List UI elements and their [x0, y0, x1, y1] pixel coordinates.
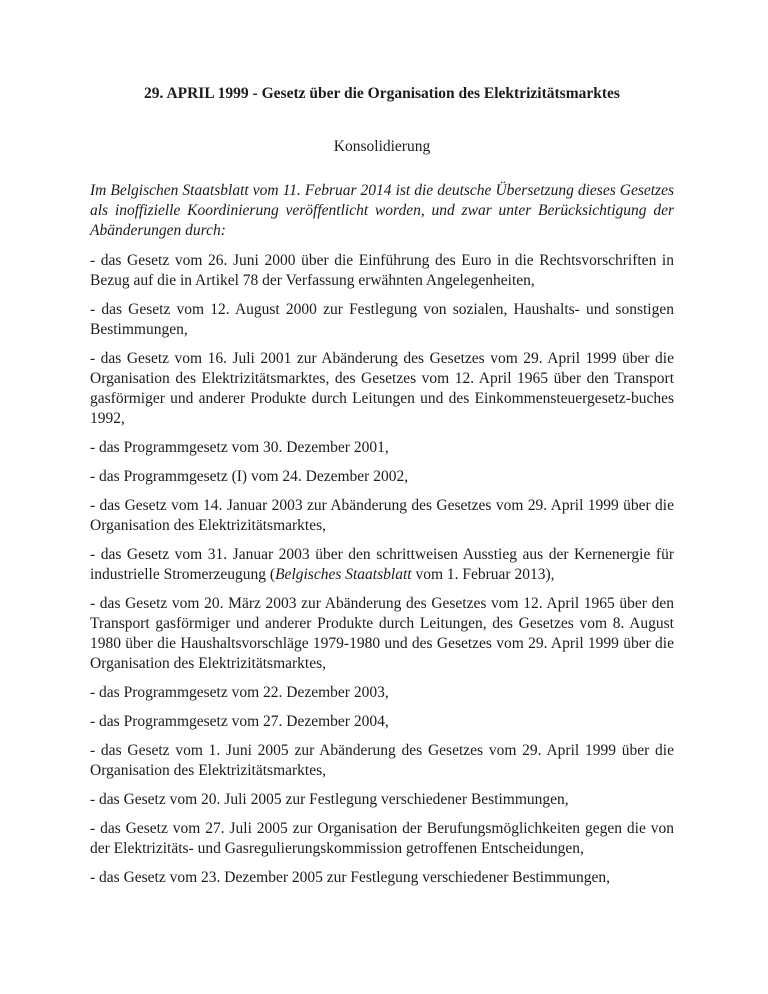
text-run: - das Programmgesetz vom 30. Dezember 2001, — [90, 439, 389, 456]
text-run: - das Gesetz vom 31. Januar 2003 über den schrittweisen Ausstieg aus der Kernenergie für industrielle Stromerzeugung ( — [90, 546, 674, 583]
amendment-paragraph — [90, 712, 674, 732]
text-run: - das Programmgesetz vom 27. Dezember 2004, — [90, 713, 389, 730]
amendment-paragraph — [90, 545, 674, 585]
amendment-paragraph — [90, 594, 674, 674]
text-run: - das Gesetz vom 14. Januar 2003 zur Abänderung des Gesetzes vom 29. April 1999 über die Organisation des Elektrizitätsmarktes, — [90, 497, 674, 534]
document-title: 29. APRIL 1999 - Gesetz über die Organisation des Elektrizitätsmarktes — [144, 85, 620, 102]
text-run: - das Gesetz vom 23. Dezember 2005 zur Festlegung verschiedener Bestimmungen, — [90, 869, 610, 886]
text-run: - das Gesetz vom 16. Juli 2001 zur Abänderung des Gesetzes vom 29. April 1999 über die Organisation des Elektrizitätsmarktes, des Gesetzes vom 12. April 1965 über den Transport gasförmiger und anderer Produkte durch Leitungen und des Einkommensteuergesetz-buches 1992, — [90, 350, 674, 427]
text-run: - das Gesetz vom 20. März 2003 zur Abänderung des Gesetzes vom 12. April 1965 über den Transport gasförmiger und anderer Produkte durch Leitungen, des Gesetzes vom 8. August 1980 über die Haushaltsvorschläge 1979-1980 und des Gesetzes vom 29. April 1999 über die Organisation des Elektrizitätsmarktes, — [90, 595, 674, 672]
text-run: - das Gesetz vom 27. Juli 2005 zur Organisation der Berufungsmöglichkeiten gegen die von der Elektrizitäts- und Gasregulierungskommission getroffenen Entscheidungen, — [90, 820, 674, 857]
text-run: - das Programmgesetz (I) vom 24. Dezember 2002, — [90, 468, 409, 485]
italic-citation: Belgisches Staatsblatt — [275, 566, 412, 583]
text-run: - das Programmgesetz vom 22. Dezember 2003, — [90, 684, 389, 701]
amendment-paragraph — [90, 349, 674, 429]
amendment-paragraph — [90, 438, 674, 458]
amendment-paragraph — [90, 683, 674, 703]
amendment-paragraph — [90, 496, 674, 536]
amendment-paragraph — [90, 790, 674, 810]
text-run: - das Gesetz vom 12. August 2000 zur Festlegung von sozialen, Haushalts- und sonstigen Bestimmungen, — [90, 301, 674, 338]
amendment-paragraph — [90, 741, 674, 781]
amendment-paragraph — [90, 868, 674, 888]
document-subtitle: Konsolidierung — [333, 138, 431, 155]
text-run: - das Gesetz vom 1. Juni 2005 zur Abänderung des Gesetzes vom 29. April 1999 über die Organisation des Elektrizitätsmarktes, — [90, 742, 674, 779]
amendment-list — [90, 251, 674, 888]
amendment-paragraph — [90, 251, 674, 291]
text-run: - das Gesetz vom 20. Juli 2005 zur Festlegung verschiedener Bestimmungen, — [90, 791, 569, 808]
amendment-paragraph — [90, 819, 674, 859]
intro-paragraph: Im Belgischen Staatsblatt vom 11. Februar 2014 ist die deutsche Übersetzung dieses Gesetzes als inoffizielle Koordinierung veröffentlicht worden, und zwar unter Berücksichtigung der Abänderungen durch: — [90, 182, 674, 239]
text-run: vom 1. Februar 2013), — [411, 566, 555, 583]
amendment-paragraph — [90, 467, 674, 487]
text-run: - das Gesetz vom 26. Juni 2000 über die Einführung des Euro in die Rechtsvorschriften in Bezug auf die in Artikel 78 der Verfassung erwähnten Angelegenheiten, — [90, 252, 674, 289]
amendment-paragraph — [90, 300, 674, 340]
